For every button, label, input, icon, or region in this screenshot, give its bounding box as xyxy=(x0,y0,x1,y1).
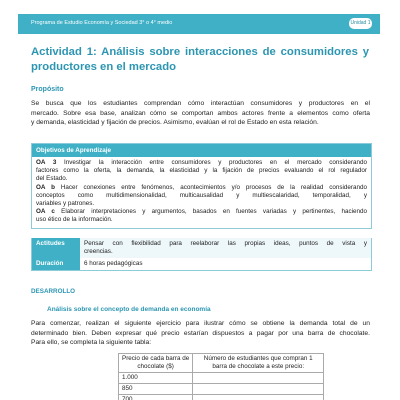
header-line: Precio de cada barra de xyxy=(122,355,190,362)
page-header-bar xyxy=(18,14,380,34)
desarrollo-line: Para comenzar, realizan el siguiente ejercicio para ilustrar cómo se obtiene la demanda total de un xyxy=(31,320,370,327)
objetivos-heading: Objetivos de Aprendizaje xyxy=(32,144,371,157)
header-line: Número de estudiantes que compran 1 xyxy=(203,355,313,362)
oab-text: Hacer conexiones entre fenómenos, acontecimientos y/o procesos de la realidad considerando xyxy=(60,183,367,191)
program-title: Programa de Estudio Economía y Sociedad 3° o 4° medio xyxy=(31,20,173,26)
students-cell[interactable] xyxy=(193,384,324,395)
activity-title-line-2: productores en el mercado xyxy=(31,61,177,73)
students-column-header xyxy=(193,354,324,373)
price-table xyxy=(118,353,324,400)
oab-block xyxy=(36,184,367,209)
header-line: chocolate ($) xyxy=(137,363,174,370)
actitudes-row xyxy=(31,238,372,259)
oac-line xyxy=(36,208,367,216)
oac-text: Elaborar interpretaciones y argumentos, basados en fuentes variadas y pertinentes, haciendo xyxy=(61,208,367,216)
oab-line xyxy=(36,184,367,192)
table-row xyxy=(119,373,324,384)
oac-code: OA c xyxy=(36,208,55,216)
oa3-line xyxy=(36,159,367,167)
oab-code: OA b xyxy=(36,183,55,191)
price-cell: 850 xyxy=(119,384,193,395)
students-cell[interactable] xyxy=(193,395,324,400)
duracion-row xyxy=(31,258,372,271)
actitudes-label: Actitudes xyxy=(32,238,80,258)
price-cell: 700 xyxy=(119,395,193,400)
table-row xyxy=(119,395,324,400)
students-cell[interactable] xyxy=(193,373,324,384)
oac-line: uso ético de la información. xyxy=(36,216,113,224)
price-column-header xyxy=(119,354,193,373)
oa3-text: Investigar la interacción entre consumidores y productores en el mercado considerando xyxy=(63,159,367,166)
desarrollo-line: Para ello, se completa la siguiente tabla: xyxy=(31,339,152,346)
oab-line: conceptos como multidimensionalidad, multicausalidad y multiescalaridad, temporalidad, y xyxy=(36,191,367,199)
oac-block xyxy=(36,208,367,224)
header-line: barra de chocolate a este precio: xyxy=(212,363,305,370)
actitudes-value xyxy=(80,238,371,258)
activity-title-line-1: Actividad 1: Análisis sobre interacciones de consumidores y xyxy=(31,46,369,58)
price-cell: 1.000 xyxy=(119,373,193,384)
duracion-label: Duración xyxy=(32,258,80,270)
actitudes-line: creencias. xyxy=(84,248,113,256)
duracion-value: 6 horas pedagógicas xyxy=(80,258,371,270)
unit-badge: Unidad 1 xyxy=(349,18,372,29)
proposito-line: Se busca que los estudiantes comprendan cómo interactúan consumidores y productores en el xyxy=(31,100,370,107)
proposito-heading: Propósito xyxy=(31,86,64,93)
actitudes-line: Pensar con flexibilidad para reelaborar las propias ideas, puntos de vista y xyxy=(84,240,367,247)
oa3-line: del Estado. xyxy=(36,175,68,183)
proposito-line: y demanda, elasticidad y fijación de precios. Asimismo, evalúan el rol de Estado en esta relación. xyxy=(31,119,319,126)
desarrollo-line: determinado bien. Deben expresar qué precio estarían dispuestos a pagar por una barra de chocolate. xyxy=(31,329,370,337)
proposito-paragraph xyxy=(31,99,370,128)
table-header-row xyxy=(119,354,324,373)
desarrollo-paragraph xyxy=(31,319,370,348)
oa3-block xyxy=(36,159,367,184)
table-row xyxy=(119,384,324,395)
oa3-line: factores como la oferta, la demanda, la elasticidad y la fijación de precios evaluando el rol regulador xyxy=(36,167,367,175)
oa3-code: OA 3 xyxy=(36,159,57,166)
objetivos-table xyxy=(31,143,372,229)
demanda-subheading: Análisis sobre el concepto de demanda en economía xyxy=(47,306,211,313)
objetivos-body xyxy=(32,157,371,228)
desarrollo-heading: DESARROLLO xyxy=(31,288,76,295)
proposito-line: mercado. Sobre esa base, analizan cómo se comportan ambos actores frente a elementos como oferta xyxy=(31,109,370,117)
oab-line: variables y patrones. xyxy=(36,200,95,208)
